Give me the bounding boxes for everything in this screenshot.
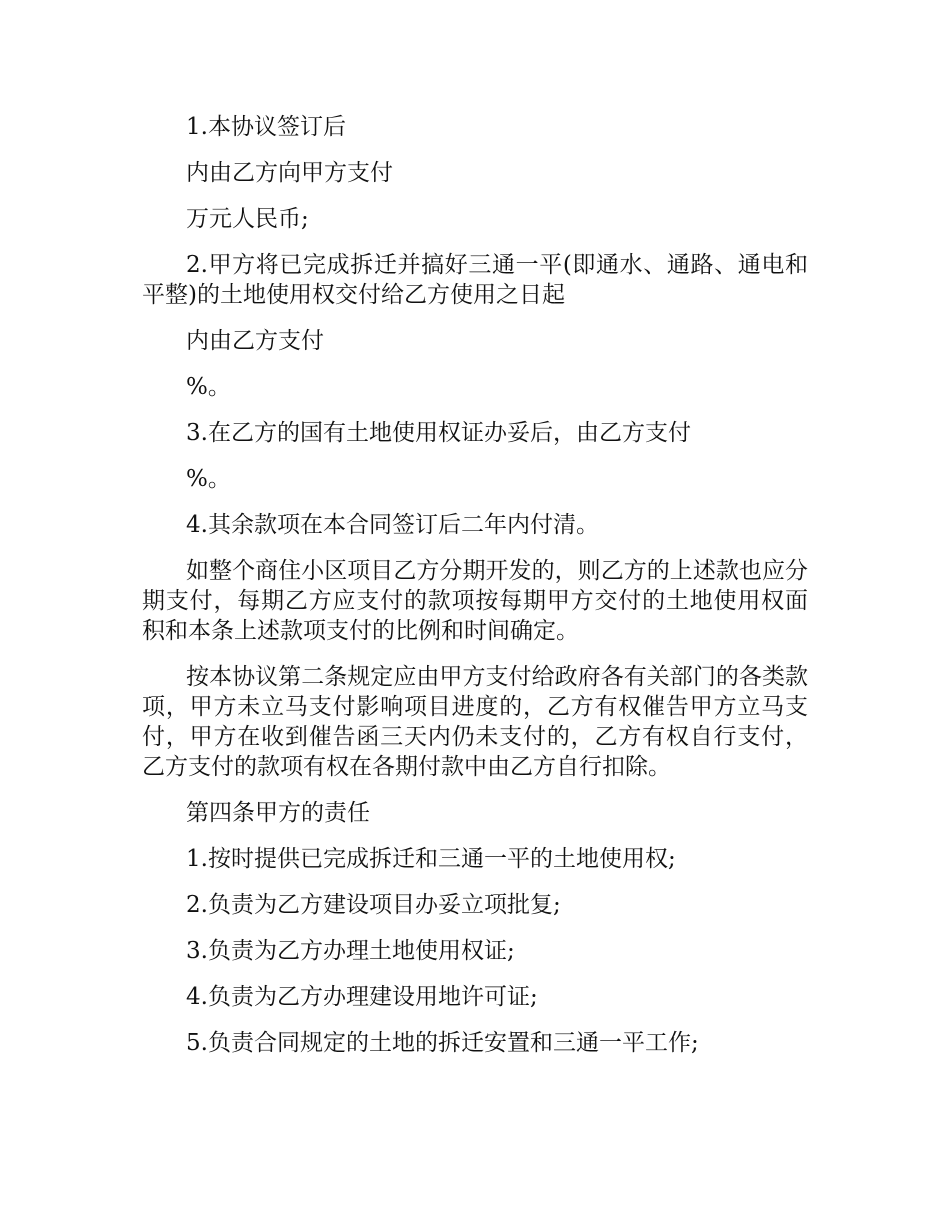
paragraph-payment-clause-1: 1.本协议签订后 [186, 114, 346, 140]
paragraph-payment-clause-2: 2.甲方将已完成拆迁并搞好三通一平(即通水、通路、通电和平整)的土地使用权交付给乙方使用之日起 [142, 252, 808, 308]
paragraph-government-fees: 按本协议第二条规定应由甲方支付给政府各有关部门的各类款项，甲方未立马支付影响项目进度的，乙方有权催告甲方立马支付，甲方在收到催告函三天内仍未支付的，乙方有权自行支付，乙方支付的款项有权在各期付款中由乙方自行扣除。 [142, 664, 808, 780]
paragraph-payment-amount: 万元人民币; [186, 206, 309, 232]
paragraph-payment-clause-4: 4.其余款项在本合同签订后二年内付清。 [186, 512, 599, 538]
paragraph-percent-2: %。 [186, 466, 231, 492]
duty-item-4: 4.负责为乙方办理建设用地许可证; [186, 984, 538, 1010]
paragraph-payment-within-2: 内由乙方支付 [186, 328, 324, 354]
paragraph-phased-payment: 如整个商住小区项目乙方分期开发的，则乙方的上述款也应分期支付，每期乙方应支付的款项按每期甲方交付的土地使用权面积和本条上述款项支付的比例和时间确定。 [142, 558, 808, 644]
paragraph-payment-within: 内由乙方向甲方支付 [186, 160, 393, 186]
paragraph-payment-clause-3: 3.在乙方的国有土地使用权证办妥后，由乙方支付 [186, 420, 691, 446]
duty-item-1: 1.按时提供已完成拆迁和三通一平的土地使用权; [186, 846, 676, 872]
section-heading-party-a-duties: 第四条甲方的责任 [186, 800, 370, 826]
duty-item-2: 2.负责为乙方建设项目办妥立项批复; [186, 892, 561, 918]
paragraph-percent-1: %。 [186, 374, 231, 400]
duty-item-5: 5.负责合同规定的土地的拆迁安置和三通一平工作; [186, 1030, 699, 1056]
duty-item-3: 3.负责为乙方办理土地使用权证; [186, 938, 515, 964]
document-body [142, 112, 808, 1074]
